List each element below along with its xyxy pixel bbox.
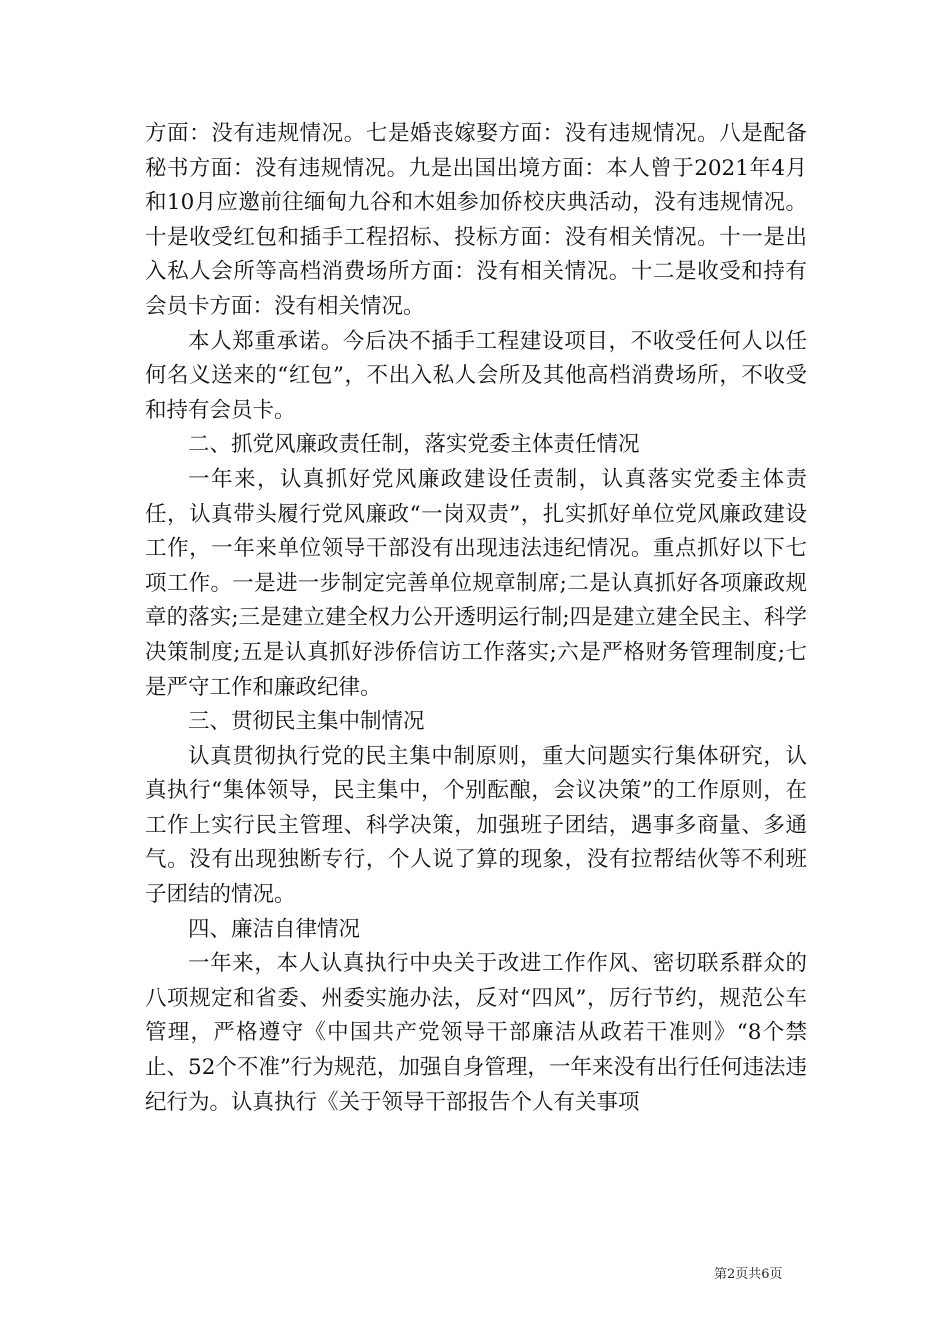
- paragraph-democratic-centralism: 认真贯彻执行党的民主集中制原则，重大问题实行集体研究，认真执行“集体领导，民主集中，个别酝酿，会议决策”的工作原则，在工作上实行民主管理、科学决策，加强班子团结，遇事多商量、多通气。没有出现独断专行，个人说了算的现象，没有拉帮结伙等不利班子团结的情况。: [145, 743, 807, 908]
- section-heading-4: 四、廉洁自律情况: [188, 916, 361, 942]
- section-heading-2: 二、抓党风廉政责任制，落实党委主体责任情况: [188, 432, 640, 458]
- page-number: 第2页共6页: [714, 1267, 783, 1282]
- section-heading-3: 三、贯彻民主集中制情况: [188, 709, 425, 735]
- paragraph-responsibility: 一年来，认真抓好党风廉政建设任责制，认真落实党委主体责任，认真带头履行党风廉政“一岗双责”，扎实抓好单位党风廉政建设工作，一年来单位领导干部没有出现违法违纪情况。重点抓好以下七项工作。一是进一步制定完善单位规章制席;二是认真抓好各项廉政规章的落实;三是建立建全权力公开透明运行制;四是建立建全民主、科学决策制度;五是认真抓好涉侨信访工作落实;六是严格财务管理制度;七是严守工作和廉政纪律。: [145, 466, 807, 700]
- document-body: [145, 117, 807, 1120]
- paragraph-commitment: 本人郑重承诺。今后决不插手工程建设项目，不收受任何人以任何名义送来的“红包”，不出入私人会所及其他高档消费场所，不收受和持有会员卡。: [145, 328, 807, 423]
- paragraph-self-discipline: 一年来，本人认真执行中央关于改进工作作风、密切联系群众的八项规定和省委、州委实施办法，反对“四风”，厉行节约，规范公车管理，严格遵守《中国共产党领导干部廉洁从政若干准则》“8个禁止、52个不准”行为规范，加强自身管理，一年来没有出行任何违法违纪行为。认真执行《关于领导干部报告个人有关事项: [145, 951, 807, 1115]
- paragraph-continuation: 方面：没有违规情况。七是婚丧嫁娶方面：没有违规情况。八是配备秘书方面：没有违规情况。九是出国出境方面：本人曾于2021年4月和10月应邀前往缅甸九谷和木姐参加侨校庆典活动，没有违规情况。十是收受红包和插手工程招标、投标方面：没有相关情况。十一是出入私人会所等高档消费场所方面：没有相关情况。十二是收受和持有会员卡方面：没有相关情况。: [145, 121, 807, 319]
